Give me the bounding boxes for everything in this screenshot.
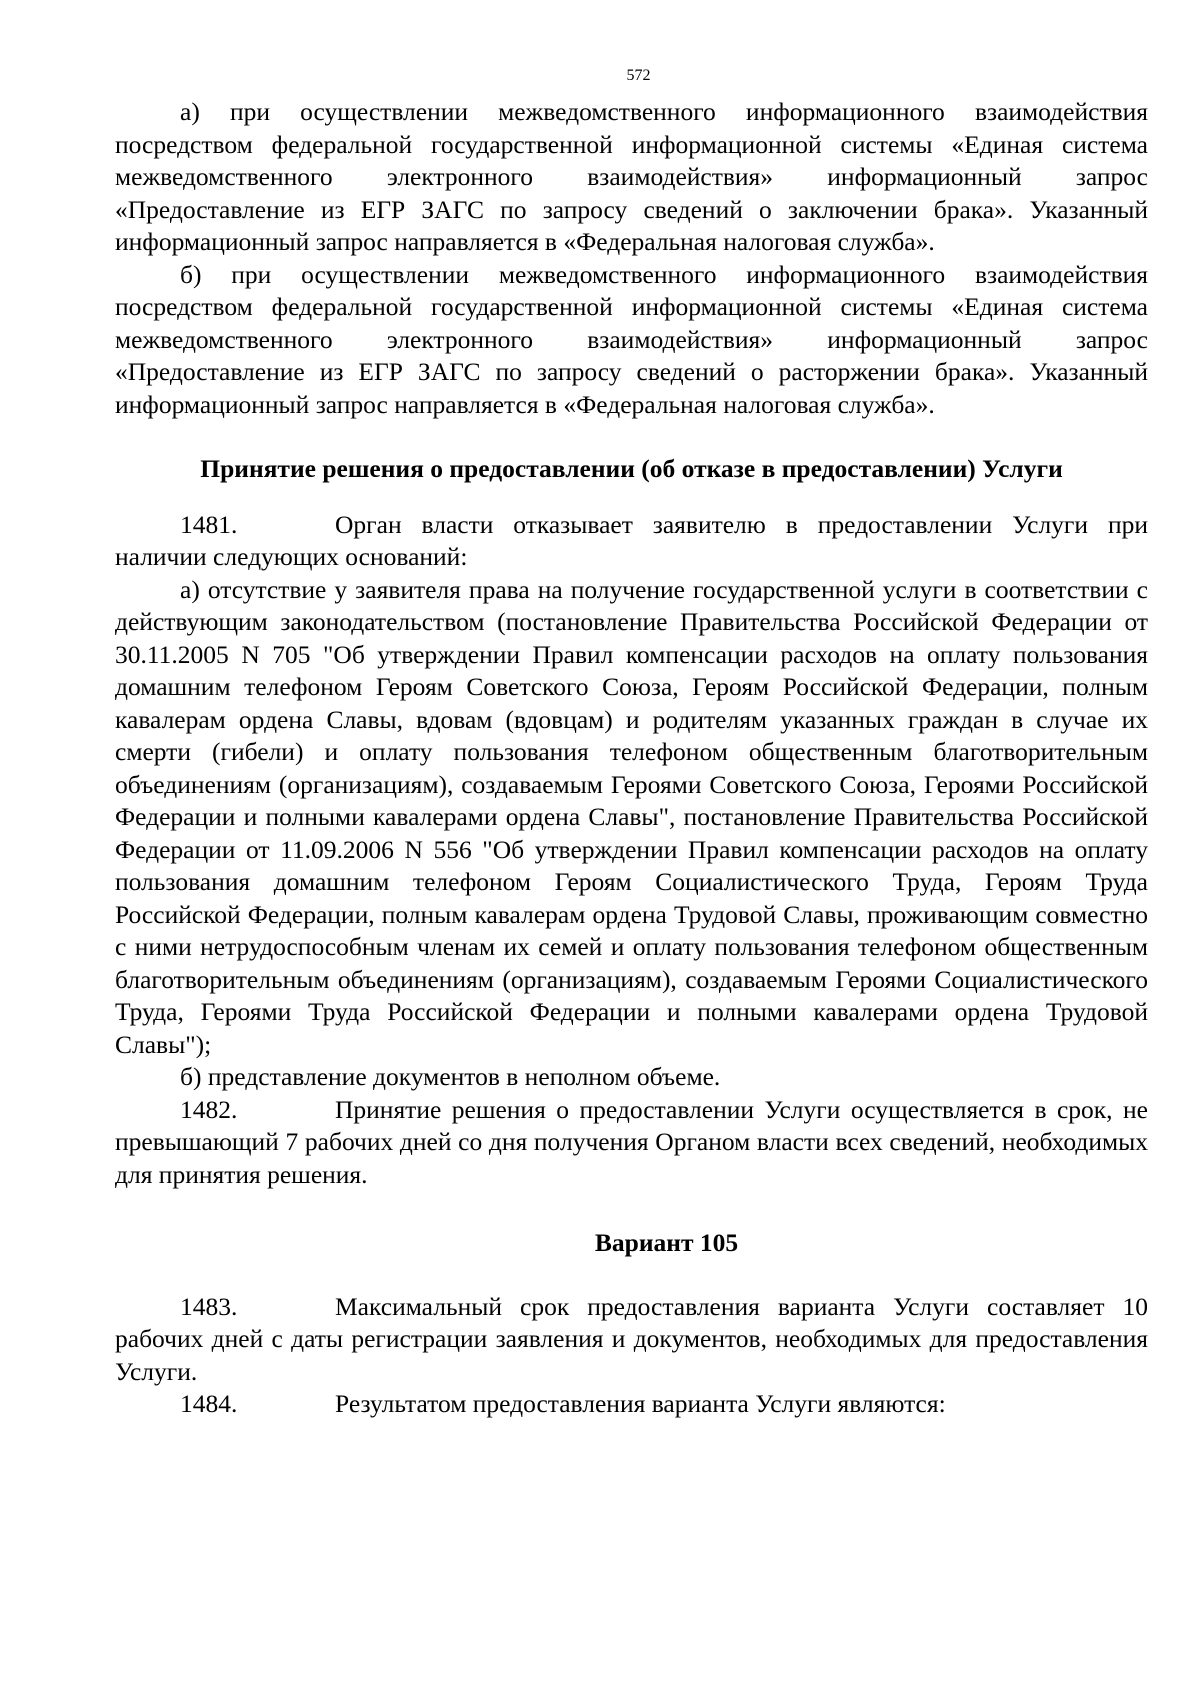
item-number: 1484. — [180, 1389, 238, 1418]
item-number: 1481. — [180, 509, 238, 539]
paragraph-b-divorce-request: б) при осуществлении межведомственного информационного взаимодействия посредством федеральной государственной информационной системы «Единая система межведомственного электронного взаимодействия» информационный запрос «Предоставление из ЕГР ЗАГС по запросу сведений о расторжении брака». Указанный информационный запрос направляется в «Федеральная налоговая служба». — [115, 259, 1148, 419]
item-number: 1482. — [180, 1094, 238, 1124]
item-1482 — [115, 1094, 1148, 1192]
item-text: Максимальный срок предоставления варианта Услуги составляет 10 рабочих дней с даты регистрации заявления и документов, необходимых для предоставления Услуги. — [115, 1291, 1148, 1386]
item-1484 — [115, 1388, 1148, 1421]
item-1481 — [115, 509, 1148, 574]
page-number: 572 — [626, 67, 651, 84]
item-1483 — [115, 1291, 1148, 1389]
sub-item-b: б) представление документов в неполном объеме. — [180, 1062, 721, 1091]
section-heading: Принятие решения о предоставлении (об отказе в предоставлении) Услуги — [200, 454, 1063, 483]
document-page — [115, 66, 1148, 1421]
sub-item-a: а) отсутствие у заявителя права на получение государственной услуги в соответствии с действующим законодательством (постановление Правительства Российской Федерации от 30.11.2005 N 705 "Об утверждении Правил компенсации расходов на оплату пользования домашним телефоном Героям Советского Союза, Героям Российской Федерации, полным кавалерам ордена Славы, вдовам (вдовцам) и родителям указанных граждан в случае их смерти (гибели) и оплату пользования телефоном общественным благотворительным объединениям (организациям), создаваемым Героями Советского Союза, Героями Российской Федерации и полными кавалерами ордена Славы", постановление Правительства Российской Федерации от 11.09.2006 N 556 "Об утверждении Правил компенсации расходов на оплату пользования домашним телефоном Героям Социалистического Труда, Героям Труда Российской Федерации, полным кавалерам ордена Трудовой Славы, проживающим совместно с ними нетрудоспособным членам их семей и оплату пользования телефоном общественным благотворительным объединениям (организациям), создаваемым Героями Социалистического Труда, Героями Труда Российской Федерации и полными кавалерами ордена Трудовой Славы"); — [115, 574, 1148, 1059]
variant-heading: Вариант 105 — [594, 1228, 739, 1257]
item-number: 1483. — [180, 1291, 238, 1321]
paragraph-a-marriage-request: а) при осуществлении межведомственного информационного взаимодействия посредством федеральной государственной информационной системы «Единая система межведомственного электронного взаимодействия» информационный запрос «Предоставление из ЕГР ЗАГС по запросу сведений о заключении брака». Указанный информационный запрос направляется в «Федеральная налоговая служба». — [115, 97, 1148, 256]
item-text: Результатом предоставления варианта Услуги являются: — [335, 1389, 946, 1418]
item-text: Принятие решения о предоставлении Услуги осуществляется в срок, не превышающий 7 рабочих дней со дня получения Органом власти всех сведений, необходимых для принятия решения. — [115, 1094, 1148, 1189]
item-text: Орган власти отказывает заявителю в предоставлении Услуги при наличии следующих оснований: — [115, 509, 1148, 571]
